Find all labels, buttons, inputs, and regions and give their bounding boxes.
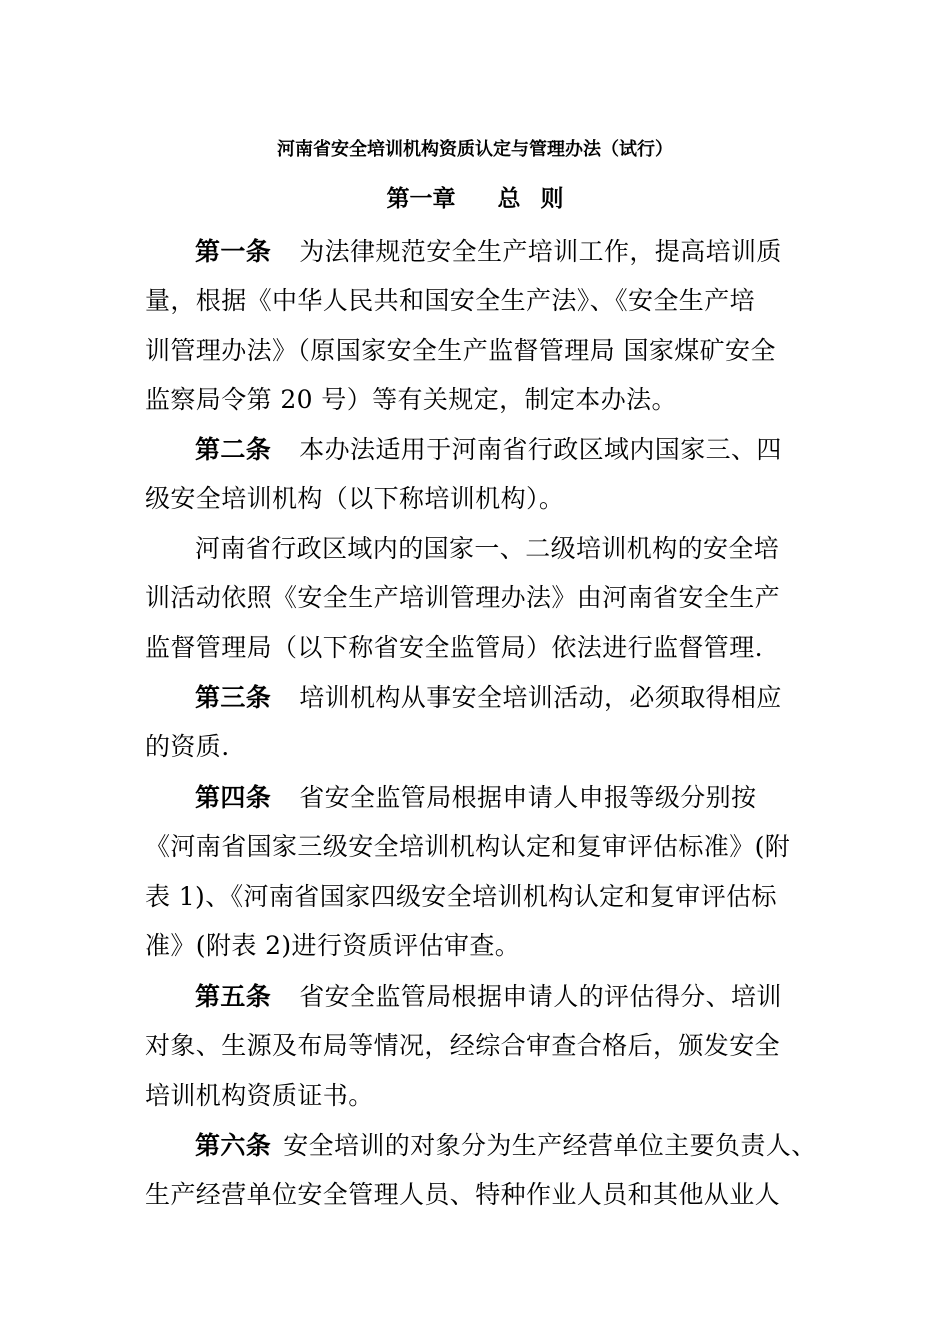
chapter-name-second: 则 — [540, 186, 564, 212]
article-4 — [145, 773, 813, 971]
article-label: 第二条 — [195, 435, 272, 464]
article-2-paragraph-2 — [145, 524, 813, 672]
article-label: 第一条 — [195, 237, 272, 266]
article-text-line: 安全培训的对象分为生产经营单位主要负责人、 — [283, 1131, 817, 1160]
article-text-line: 省安全监管局根据申请人的评估得分、培训 — [299, 982, 782, 1011]
chapter-name-first: 总 — [497, 186, 521, 212]
article-6 — [145, 1121, 817, 1220]
article-text-line: 量，根据《中华人民共和国安全生产法》、《安全生产培 — [145, 286, 756, 316]
article-text-line: 培训机构资质证书。 — [145, 1080, 374, 1110]
article-text-line: 《河南省国家三级安全培训机构认定和复审评估标准》(附 — [145, 832, 791, 862]
article-text-line: 本办法适用于河南省行政区域内国家三、四 — [299, 435, 782, 464]
article-text-line: 训管理办法》（原国家安全生产监督管理局 国家煤矿安全 — [145, 335, 776, 365]
article-text-line: 监察局令第 20 号）等有关规定，制定本办法。 — [145, 385, 677, 415]
document-title: 河南省安全培训机构资质认定与管理办法（试行） — [277, 139, 673, 160]
article-label: 第六条 — [195, 1131, 272, 1160]
article-text-line: 训活动依照《安全生产培训管理办法》由河南省安全生产 — [145, 583, 781, 613]
chapter-heading — [0, 180, 950, 218]
article-text-line: 的资质. — [145, 732, 230, 762]
article-text-line: 对象、生源及布局等情况，经综合审查合格后，颁发安全 — [145, 1031, 781, 1061]
article-text-line: 培训机构从事安全培训活动，必须取得相应 — [299, 683, 782, 712]
chapter-label: 第一章 — [386, 186, 456, 212]
article-text-line: 表 1)、《河南省国家四级安全培训机构认定和复审评估标 — [145, 881, 777, 911]
article-label: 第三条 — [195, 683, 272, 712]
article-text-line: 监督管理局（以下称省安全监管局）依法进行监督管理. — [145, 632, 763, 662]
article-text-line: 级安全培训机构（以下称培训机构）。 — [145, 484, 565, 514]
article-1 — [145, 227, 813, 425]
article-label: 第五条 — [195, 982, 272, 1011]
article-text-line: 河南省行政区域内的国家一、二级培训机构的安全培 — [195, 534, 780, 563]
article-label: 第四条 — [195, 783, 272, 812]
article-text-line: 生产经营单位安全管理人员、特种作业人员和其他从业人 — [145, 1180, 781, 1210]
article-2 — [145, 425, 813, 524]
article-3 — [145, 673, 813, 772]
article-5 — [145, 972, 813, 1120]
article-text-line: 准》(附表 2)进行资质评估审查。 — [145, 931, 521, 961]
article-text-line: 为法律规范安全生产培训工作，提高培训质 — [299, 237, 782, 266]
article-text-line: 省安全监管局根据申请人申报等级分别按 — [299, 783, 757, 812]
